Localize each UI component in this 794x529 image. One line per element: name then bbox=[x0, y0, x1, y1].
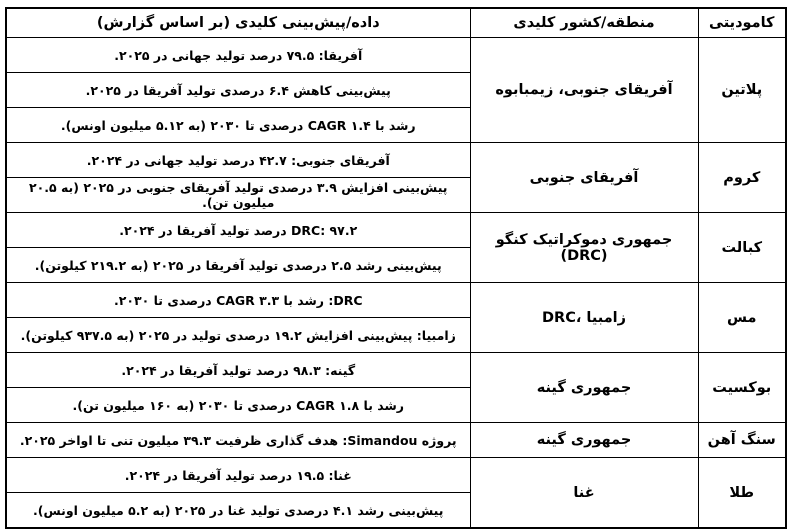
commodity-cell-gold: طلا bbox=[698, 458, 786, 529]
detail-cell: پیش‌بینی رشد ۲.۵ درصدی تولید آفریقا در ۲۰۲۵ (به ۲۱۹.۲ کیلوتن). bbox=[6, 248, 470, 283]
commodity-cell-platinum: پلاتین bbox=[698, 38, 786, 143]
detail-cell: رشد با CAGR ۱.۸ درصدی تا ۲۰۳۰ (به ۱۶۰ میلیون تن). bbox=[6, 388, 470, 423]
region-cell-iron-ore: جمهوری گینه bbox=[470, 423, 698, 458]
table-wrapper bbox=[5, 7, 787, 529]
detail-cell: گینه: ۹۸.۳ درصد تولید آفریقا در ۲۰۲۴. bbox=[6, 353, 470, 388]
header-row bbox=[6, 8, 786, 38]
region-cell-chrome: آفریقای جنوبی bbox=[470, 143, 698, 213]
detail-cell: آفریقا: ۷۹.۵ درصد تولید جهانی در ۲۰۲۵. bbox=[6, 38, 470, 73]
region-cell-bauxite: جمهوری گینه bbox=[470, 353, 698, 423]
detail-cell: DRC: رشد با CAGR ۳.۳ درصدی تا ۲۰۳۰. bbox=[6, 283, 470, 318]
commodity-cell-cobalt: کبالت bbox=[698, 213, 786, 283]
table-row bbox=[6, 213, 786, 248]
header-commodity: کامودیتی bbox=[698, 8, 786, 38]
table-row bbox=[6, 458, 786, 493]
table-row bbox=[6, 38, 786, 73]
commodity-cell-iron-ore: سنگ آهن bbox=[698, 423, 786, 458]
detail-cell: آفریقای جنوبی: ۴۲.۷ درصد تولید جهانی در ۲۰۲۴. bbox=[6, 143, 470, 178]
detail-cell: DRC: ۹۷.۲ درصد تولید آفریقا در ۲۰۲۴. bbox=[6, 213, 470, 248]
table-row bbox=[6, 353, 786, 388]
detail-cell: پروژه Simandou: هدف گذاری ظرفیت ۳۹.۳ میلیون تنی تا اواخر ۲۰۲۵. bbox=[6, 423, 470, 458]
table-row bbox=[6, 423, 786, 458]
detail-cell: پیش‌بینی افزایش ۳.۹ درصدی تولید آفریقای جنوبی در ۲۰۲۵ (به ۲۰.۵ میلیون تن). bbox=[6, 178, 470, 213]
detail-cell: زامبیا: پیش‌بینی افزایش ۱۹.۲ درصدی تولید در ۲۰۲۵ (به ۹۳۷.۵ کیلوتن). bbox=[6, 318, 470, 353]
detail-cell: پیش‌بینی رشد ۴.۱ درصدی تولید غنا در ۲۰۲۵ (به ۵.۲ میلیون اونس). bbox=[6, 493, 470, 529]
region-cell-copper: DRC، زامبیا bbox=[470, 283, 698, 353]
key-commodities-table bbox=[5, 7, 787, 529]
commodity-cell-chrome: کروم bbox=[698, 143, 786, 213]
commodity-cell-bauxite: بوکسیت bbox=[698, 353, 786, 423]
commodity-cell-copper: مس bbox=[698, 283, 786, 353]
header-region: منطقه/کشور کلیدی bbox=[470, 8, 698, 38]
table-row bbox=[6, 283, 786, 318]
region-cell-gold: غنا bbox=[470, 458, 698, 529]
detail-cell: غنا: ۱۹.۵ درصد تولید آفریقا در ۲۰۲۴. bbox=[6, 458, 470, 493]
region-cell-cobalt: جمهوری دموکراتیک کنگو (DRC) bbox=[470, 213, 698, 283]
header-data: داده/پیش‌بینی کلیدی (بر اساس گزارش) bbox=[6, 8, 470, 38]
detail-cell: رشد با CAGR ۱.۴ درصدی تا ۲۰۳۰ (به ۵.۱۲ میلیون اونس). bbox=[6, 108, 470, 143]
detail-cell: پیش‌بینی کاهش ۶.۴ درصدی تولید آفریقا در ۲۰۲۵. bbox=[6, 73, 470, 108]
table-row bbox=[6, 143, 786, 178]
region-cell-platinum: آفریقای جنوبی، زیمبابوه bbox=[470, 38, 698, 143]
